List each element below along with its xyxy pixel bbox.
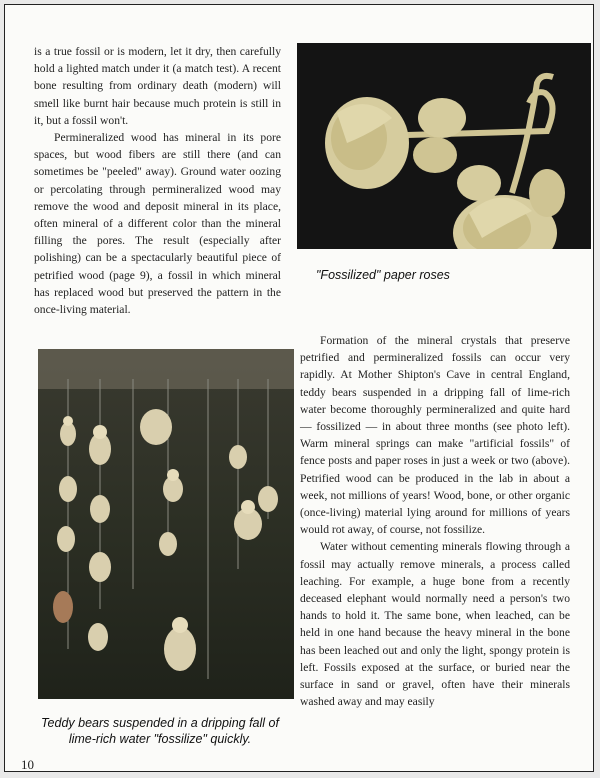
left-text-column: [34, 43, 281, 318]
paragraph: Formation of the mineral crystals that preserve petrified and permineralized fossils can occur very rapidly. At Mother Shipton's Cave in central England, teddy bears suspended in a dripping fall of lime-rich water become thoroughly permineralized and quite hard — fossilized — in about three months (see photo left). Warm mineral springs can make "artificial fossils" of fence posts and paper roses in just a week or two (above). Petrified wood can be produced in the lab in about a week, not millions of years! Wood, bone, or other organic (once-living) material lying around for millions of years would rot away, of course, not fossilize.: [300, 334, 570, 537]
photo-fossilized-roses: [297, 43, 591, 249]
caption-roses: "Fossilized" paper roses: [316, 268, 450, 282]
caption-teddy-bears: Teddy bears suspended in a dripping fall of lime-rich water "fossilize" quickly.: [41, 716, 279, 746]
roses-illustration: [297, 43, 591, 249]
teddy-bears-illustration: [38, 349, 294, 699]
photo-teddy-bears-cave: [38, 349, 294, 699]
paragraph: is a true fossil or is modern, let it dry, then carefully hold a lighted match under it (a match test). A recent bone resulting from ordinary death (modern) will smell like burnt hair because much protein is still in it, but a fossil won't.: [34, 45, 281, 127]
document-page: [4, 4, 594, 772]
page-number: 10: [21, 757, 34, 772]
paragraph: Water without cementing minerals flowing through a fossil may actually remove minerals, a process called leaching. For example, a huge bone from a recently deceased elephant would normally need a person's two hands to hold it. The same bone, when leached, can be held in one hand because the heavy mineral in the bone has been leached out and only the light, spongy protein is left. Fossils exposed at the surface, or buried near the surface in sand or gravel, often have their minerals washed away and may easily: [300, 540, 570, 709]
right-text-column: [300, 332, 570, 710]
paragraph: Permineralized wood has mineral in its pore spaces, but wood fibers are still there (and can sometimes be "peeled" away). Ground water oozing or percolating through permineralized wood may remove the wood and deposit mineral in its place, often mineral of a different color than the mineral filling the pores. The result (especially after polishing) can be a spectacularly beautiful piece of petrified wood (page 9), a fossil in which mineral has replaced wood but preserved the pattern in the once-living material.: [34, 131, 281, 317]
